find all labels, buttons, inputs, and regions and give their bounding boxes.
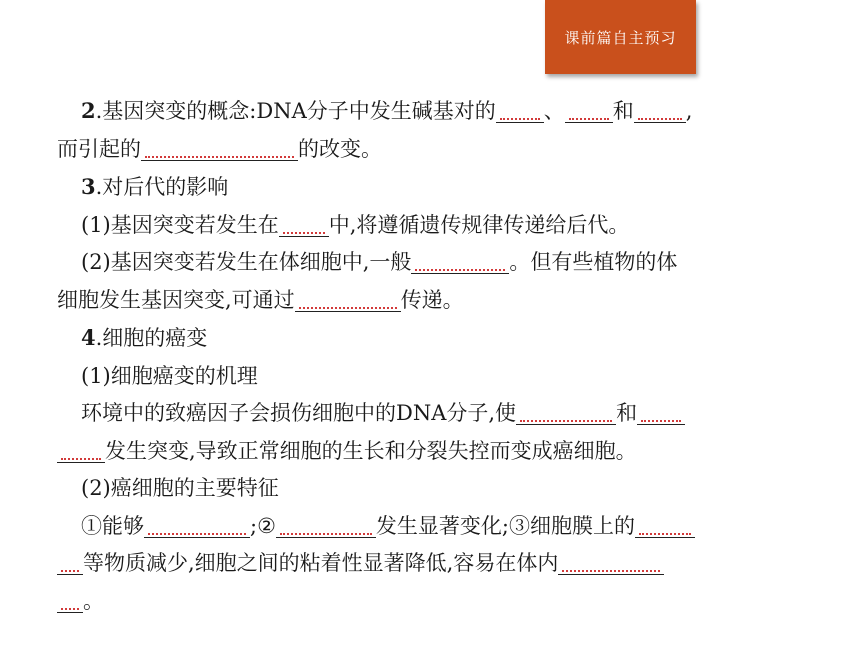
paragraph-gene-mutation-concept [57, 92, 807, 131]
text: 细胞发生基因突变,可通过 [57, 287, 295, 312]
fill-blank [558, 548, 664, 575]
text: 。 [83, 588, 104, 613]
fill-blank [276, 511, 376, 538]
fill-blank [411, 247, 509, 274]
text: ①能够 [81, 513, 144, 538]
fill-blank [57, 548, 83, 575]
section-tab-label: 课前篇自主预习 [564, 28, 677, 47]
paragraph-features [57, 508, 807, 546]
item-number: 2 [81, 98, 96, 123]
text: 的改变。 [298, 136, 382, 161]
paragraph-features-end [57, 583, 807, 621]
heading-text: .细胞的癌变 [95, 326, 208, 350]
text: .基因突变的概念:DNA分子中发生碱基对的 [95, 99, 496, 123]
subheading-mechanism [57, 358, 807, 396]
text: 发生突变,导致正常细胞的生长和分裂失控而变成癌细胞。 [105, 438, 637, 463]
fill-blank [141, 134, 298, 161]
fill-blank [635, 511, 695, 538]
fill-blank [144, 511, 250, 538]
paragraph-mechanism-cont [57, 433, 807, 471]
document-body [57, 92, 807, 620]
text: 环境中的致癌因子会损伤细胞中的DNA分子,使 [81, 401, 517, 425]
text: 而引起的 [57, 136, 141, 161]
fill-blank [516, 398, 616, 425]
text: 发生显著变化;③细胞膜上的 [375, 513, 635, 538]
text: 等物质减少,细胞之间的粘着性显著降低,容易在体内 [83, 551, 559, 575]
text: 传递。 [400, 287, 464, 312]
text: 。但有些植物的体 [509, 250, 678, 274]
fill-blank [279, 210, 329, 237]
heading-cancer [57, 319, 807, 358]
paragraph-features-cont [57, 545, 807, 583]
fill-blank [57, 586, 83, 613]
text: (1)基因突变若发生在 [81, 212, 279, 237]
text: 和 [612, 99, 634, 123]
item-number: 3 [81, 174, 96, 199]
text: 和 [616, 401, 638, 425]
paragraph-mechanism [57, 395, 807, 433]
paragraph-gene-mutation-concept-cont [57, 131, 807, 169]
paragraph-germ-cell [57, 207, 807, 245]
fill-blank [496, 96, 544, 123]
heading-offspring-effect [57, 168, 807, 207]
text: 中,将遵循遗传规律传递给后代。 [328, 212, 630, 237]
text: , [685, 99, 693, 123]
paragraph-somatic-cell [57, 244, 807, 282]
section-tab[interactable] [545, 0, 696, 74]
item-number: 4 [81, 325, 96, 350]
heading-text: .对后代的影响 [95, 175, 229, 199]
text: ;② [250, 513, 276, 538]
text: (2)基因突变若发生在体细胞中,一般 [81, 250, 412, 274]
subheading-features [57, 470, 807, 508]
fill-blank [295, 285, 401, 312]
fill-blank [634, 96, 686, 123]
text: 、 [543, 99, 565, 123]
paragraph-somatic-cell-cont [57, 282, 807, 320]
fill-blank [637, 398, 685, 425]
text: (2)癌细胞的主要特征 [81, 476, 279, 500]
text: (1)细胞癌变的机理 [81, 363, 258, 388]
fill-blank [565, 96, 613, 123]
fill-blank [57, 436, 105, 463]
